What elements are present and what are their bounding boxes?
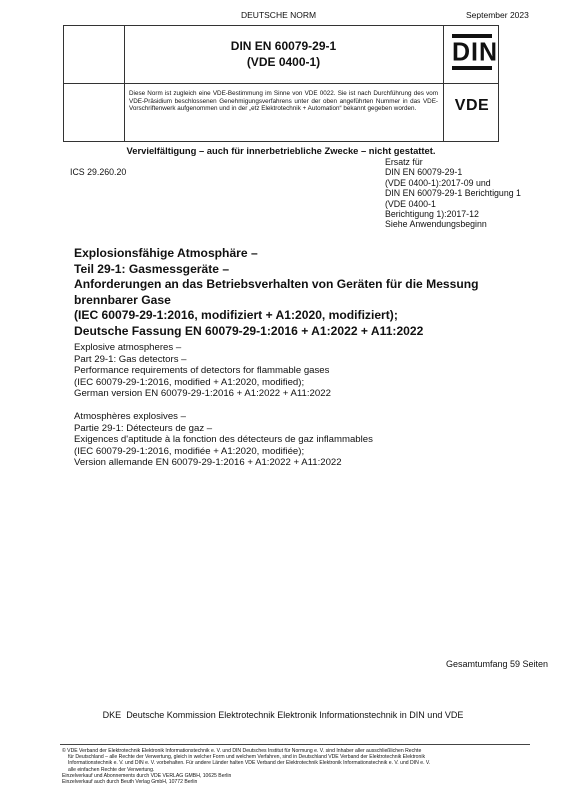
title-french-line: (IEC 60079-29-1:2016, modifiée + A1:2020, modifiée); xyxy=(74,445,305,457)
norm-label: DEUTSCHE NORM xyxy=(241,10,317,20)
title-french-line: Version allemande EN 60079-29-1:2016 + A1:2022 + A11:2022 xyxy=(74,457,342,469)
title-german-line: (IEC 60079-29-1:2016, modifiziert + A1:2020, modifiziert); xyxy=(74,308,398,323)
copyright-line: © VDE Verband der Elektrotechnik Elektronik Informationstechnik e. V. und DIN Deutsches Institut für Normung e. V. sind Inhaber aller ausschließlichen Rechte xyxy=(62,748,422,754)
copyright-line: Informationstechnik e. V. und DIN e. V. vorbehalten. Für andere Länder halten VDE Verband der Elektrotechnik Elektronik Informationstechnik e. V. und DIN e. V. xyxy=(68,760,431,767)
copyright-line: Einzelverkauf auch durch Beuth Verlag GmbH, 10772 Berlin xyxy=(62,779,198,786)
reproduction-notice: Vervielfältigung – auch für innerbetriebliche Zwecke – nicht gestattet. xyxy=(126,145,436,156)
title-french-line: Atmosphères explosives – xyxy=(74,411,186,422)
dke-line xyxy=(0,710,566,721)
replacement-line: Siehe Anwendungsbeginn xyxy=(385,219,487,230)
title-german xyxy=(74,246,549,340)
copyright-notice xyxy=(62,748,532,785)
title-french-line: Exigences d'aptitude à la fonction des détecteurs de gaz inflammables xyxy=(74,434,373,446)
dke-abbr: DKE xyxy=(102,710,122,720)
din-logo xyxy=(452,34,499,72)
copyright-line: für Deutschland – alle Rechte der Verwertung, gleich in welcher Form und welchem Verfahren, sind in Deutschland VDE Verband der Elektrotechnik Elektronik xyxy=(68,754,426,761)
copyright-line: alle einfachen Rechte der Verwertung. xyxy=(68,766,155,773)
replacement-line: DIN EN 60079-29-1 Berichtigung 1 xyxy=(385,188,521,199)
replacement-line: (VDE 0400-1 xyxy=(385,198,436,209)
replacement-line: Berichtigung 1):2017-12 xyxy=(385,209,479,220)
publication-date: September 2023 xyxy=(466,10,529,20)
din-logo-text: DIN xyxy=(452,37,499,67)
title-german-line: Anforderungen an das Betriebsverhalten von Geräten für die Messung xyxy=(74,277,479,292)
title-german-line: Deutsche Fassung EN 60079-29-1:2016 + A1:2022 + A11:2022 xyxy=(74,323,424,338)
vde-notice: Diese Norm ist zugleich eine VDE-Bestimmung im Sinne von VDE 0022. Sie ist nach Durchführung des vom VDE-Präsidium beschlossenen Genehmigungsverfahrens unter der oben angeführten Nummer in das VDE-Vorschriftenwerk aufgenommen und in der „etz Elektrotechnik + Automation“ bekannt gegeben worden. xyxy=(129,90,438,113)
dke-name: Deutsche Kommission Elektrotechnik Elektronik Informationstechnik in DIN und VDE xyxy=(126,710,464,720)
replacement-info xyxy=(385,157,555,230)
title-english-line: German version EN 60079-29-1:2016 + A1:2022 + A11:2022 xyxy=(74,388,331,400)
vde-logo: VDE xyxy=(454,97,490,114)
replacement-line: (VDE 0400-1):2017-09 und xyxy=(385,177,491,188)
footer-rule xyxy=(60,744,530,745)
title-english xyxy=(74,342,549,400)
replacement-line: Ersatz für xyxy=(385,157,423,167)
title-german-line: Explosionsfähige Atmosphäre – xyxy=(74,246,258,260)
title-english-line: Performance requirements of detectors for flammable gases xyxy=(74,365,330,377)
title-german-line: brennbarer Gase xyxy=(74,292,171,307)
ics-code: ICS 29.260.20 xyxy=(70,167,127,177)
title-english-line: (IEC 60079-29-1:2016, modified + A1:2020, modified); xyxy=(74,376,305,388)
replacement-line: DIN EN 60079-29-1 xyxy=(385,167,463,178)
title-english-line: Part 29-1: Gas detectors – xyxy=(74,353,187,365)
standard-number: DIN EN 60079-29-1 xyxy=(230,39,337,53)
vde-number: (VDE 0400-1) xyxy=(246,55,321,69)
title-english-line: Explosive atmospheres – xyxy=(74,342,182,353)
copyright-line: Einzelverkauf und Abonnements durch VDE VERLAG GMBH, 10625 Berlin xyxy=(62,772,232,779)
title-french-line: Partie 29-1: Détecteurs de gaz – xyxy=(74,422,213,434)
total-pages: Gesamtumfang 59 Seiten xyxy=(445,659,548,669)
title-french xyxy=(74,411,549,469)
title-german-line: Teil 29-1: Gasmessgeräte – xyxy=(74,261,230,276)
